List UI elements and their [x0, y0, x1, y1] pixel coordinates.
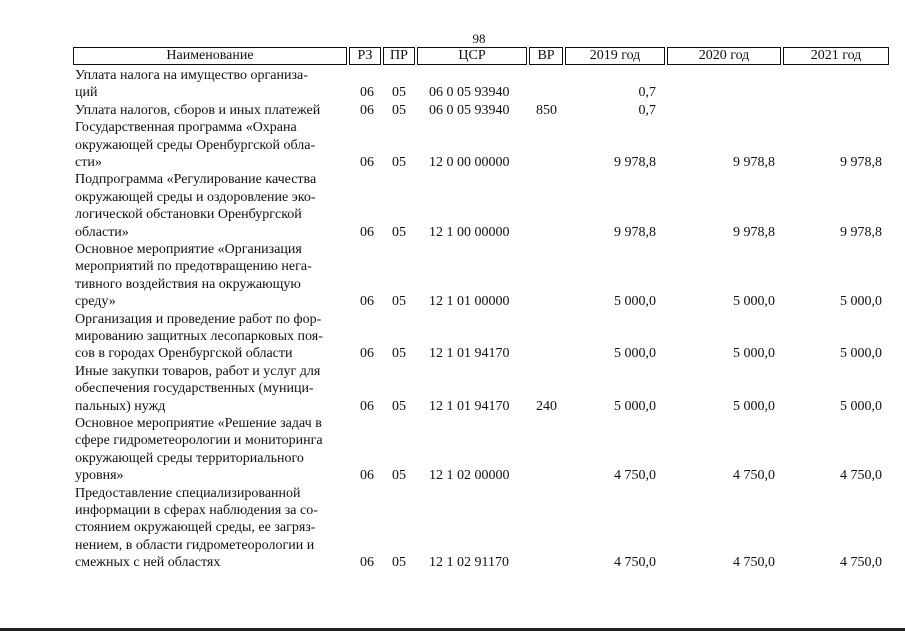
cell-2021: 5 000,0 — [840, 346, 882, 362]
cell-pr: 05 — [392, 224, 406, 240]
cell-2019: 0,7 — [638, 102, 656, 118]
cell-2019: 9 978,8 — [614, 154, 656, 170]
cell-rz: 06 — [360, 85, 374, 101]
row-name-line: тивного воздействия на окружающую — [75, 276, 301, 292]
row-name-line: сти» — [75, 155, 102, 170]
row-name-line: информации в сферах наблюдения за со- — [75, 503, 318, 518]
row-name — [75, 311, 347, 363]
cell-2021: 5 000,0 — [840, 398, 882, 414]
row-name-line: уровня» — [75, 468, 124, 484]
row-name-line: сфере гидрометеорологии и мониторинга — [75, 433, 323, 449]
cell-2019: 5 000,0 — [614, 346, 656, 362]
row-name-line: пальных) нужд — [75, 398, 166, 414]
header-csr: ЦСР — [417, 47, 527, 65]
cell-2020: 5 000,0 — [733, 398, 775, 414]
cell-pr: 05 — [392, 468, 406, 484]
cell-csr: 12 1 01 00000 — [429, 294, 510, 310]
cell-rz: 06 — [360, 154, 374, 170]
cell-2020: 5 000,0 — [733, 346, 775, 362]
row-name-line: Иные закупки товаров, работ и услуг для — [75, 363, 321, 379]
header-pr: ПР — [383, 47, 415, 65]
row-name-line: Уплата налога на имущество организа- — [75, 68, 308, 83]
cell-pr: 05 — [392, 346, 406, 362]
cell-vr: 240 — [536, 398, 557, 414]
cell-csr: 06 0 05 93940 — [429, 102, 510, 118]
cell-rz: 06 — [360, 224, 374, 240]
cell-2020: 9 978,8 — [733, 154, 775, 170]
cell-rz: 06 — [360, 346, 374, 362]
cell-2020: 4 750,0 — [733, 555, 775, 571]
cell-2019: 4 750,0 — [614, 468, 656, 484]
cell-2020: 5 000,0 — [733, 294, 775, 310]
row-name-line: сов в городах Оренбургской области — [75, 346, 293, 362]
header-vr: ВР — [529, 47, 563, 65]
cell-rz: 06 — [360, 102, 374, 118]
row-name-line: окружающей среды территориального — [75, 450, 304, 466]
row-name — [75, 415, 347, 485]
cell-csr: 12 1 01 94170 — [429, 398, 510, 414]
cell-2021: 9 978,8 — [840, 154, 882, 170]
row-name-line: Организация и проведение работ по фор- — [75, 311, 322, 327]
table-row — [0, 171, 905, 241]
cell-vr: 850 — [536, 102, 557, 118]
row-name-line: окружающей среды Оренбургской обла- — [75, 137, 316, 153]
row-name-line: нением, в области гидрометеорологии и — [75, 537, 315, 553]
header-2020: 2020 год — [667, 47, 781, 65]
row-name-line: мированию защитных лесопарковых поя- — [75, 329, 323, 344]
row-name — [75, 67, 347, 102]
row-name-line: Государственная программа «Охрана — [75, 120, 297, 136]
table-row — [0, 415, 905, 485]
row-name-line: стоянием окружающей среды, ее загряз- — [75, 520, 316, 536]
row-name-line: Подпрограмма «Регулирование качества — [75, 172, 317, 188]
cell-pr: 05 — [392, 555, 406, 571]
cell-csr: 12 1 02 00000 — [429, 468, 510, 484]
cell-2021: 9 978,8 — [840, 224, 882, 240]
cell-pr: 05 — [392, 294, 406, 310]
row-name — [75, 102, 347, 119]
header-2019: 2019 год — [565, 47, 665, 65]
row-name-line: обеспечения государственных (муници- — [75, 381, 314, 397]
cell-csr: 12 1 02 91170 — [429, 555, 509, 571]
header-2021: 2021 год — [783, 47, 889, 65]
row-name-line: Предоставление специализированной — [75, 485, 301, 501]
table-row — [0, 119, 905, 171]
row-name — [75, 485, 347, 572]
cell-csr: 12 1 01 94170 — [429, 346, 510, 362]
table-row — [0, 102, 905, 119]
row-name — [75, 241, 347, 311]
cell-2019: 0,7 — [638, 85, 656, 101]
row-name-line: Основное мероприятие «Решение задач в — [75, 416, 322, 431]
table-row — [0, 311, 905, 363]
cell-2019: 5 000,0 — [614, 398, 656, 414]
row-name — [75, 119, 347, 171]
cell-2019: 4 750,0 — [614, 555, 656, 571]
row-name — [75, 171, 347, 241]
row-name-line: окружающей среды и оздоровление эко- — [75, 189, 316, 205]
row-name-line: Уплата налогов, сборов и иных платежей — [75, 102, 321, 118]
table-row — [0, 363, 905, 415]
row-name-line: среду» — [75, 294, 116, 310]
cell-csr: 12 0 00 00000 — [429, 154, 510, 170]
cell-csr: 06 0 05 93940 — [429, 85, 510, 101]
row-name-line: мероприятий по предотвращению нега- — [75, 259, 312, 275]
header-name: Наименование — [73, 47, 347, 65]
row-name-line: области» — [75, 224, 129, 240]
cell-pr: 05 — [392, 398, 406, 414]
cell-csr: 12 1 00 00000 — [429, 224, 510, 240]
cell-rz: 06 — [360, 555, 374, 571]
table-row — [0, 67, 905, 102]
row-name-line: смежных с ней областях — [75, 555, 221, 571]
row-name — [75, 363, 347, 415]
cell-rz: 06 — [360, 398, 374, 414]
cell-2021: 4 750,0 — [840, 468, 882, 484]
table-row — [0, 485, 905, 572]
cell-pr: 05 — [392, 154, 406, 170]
cell-2019: 5 000,0 — [614, 294, 656, 310]
table-row — [0, 241, 905, 311]
row-name-line: Основное мероприятие «Организация — [75, 242, 302, 257]
cell-rz: 06 — [360, 294, 374, 310]
bottom-rule — [0, 628, 905, 631]
header-rz: РЗ — [349, 47, 381, 65]
cell-2021: 4 750,0 — [840, 555, 882, 571]
cell-2019: 9 978,8 — [614, 224, 656, 240]
page-number: 98 — [472, 31, 486, 46]
cell-rz: 06 — [360, 468, 374, 484]
cell-2020: 4 750,0 — [733, 468, 775, 484]
cell-2020: 9 978,8 — [733, 224, 775, 240]
cell-2021: 5 000,0 — [840, 294, 882, 310]
row-name-line: ций — [75, 85, 98, 101]
cell-pr: 05 — [392, 85, 406, 101]
row-name-line: логической обстановки Оренбургской — [75, 207, 302, 223]
cell-pr: 05 — [392, 102, 406, 118]
